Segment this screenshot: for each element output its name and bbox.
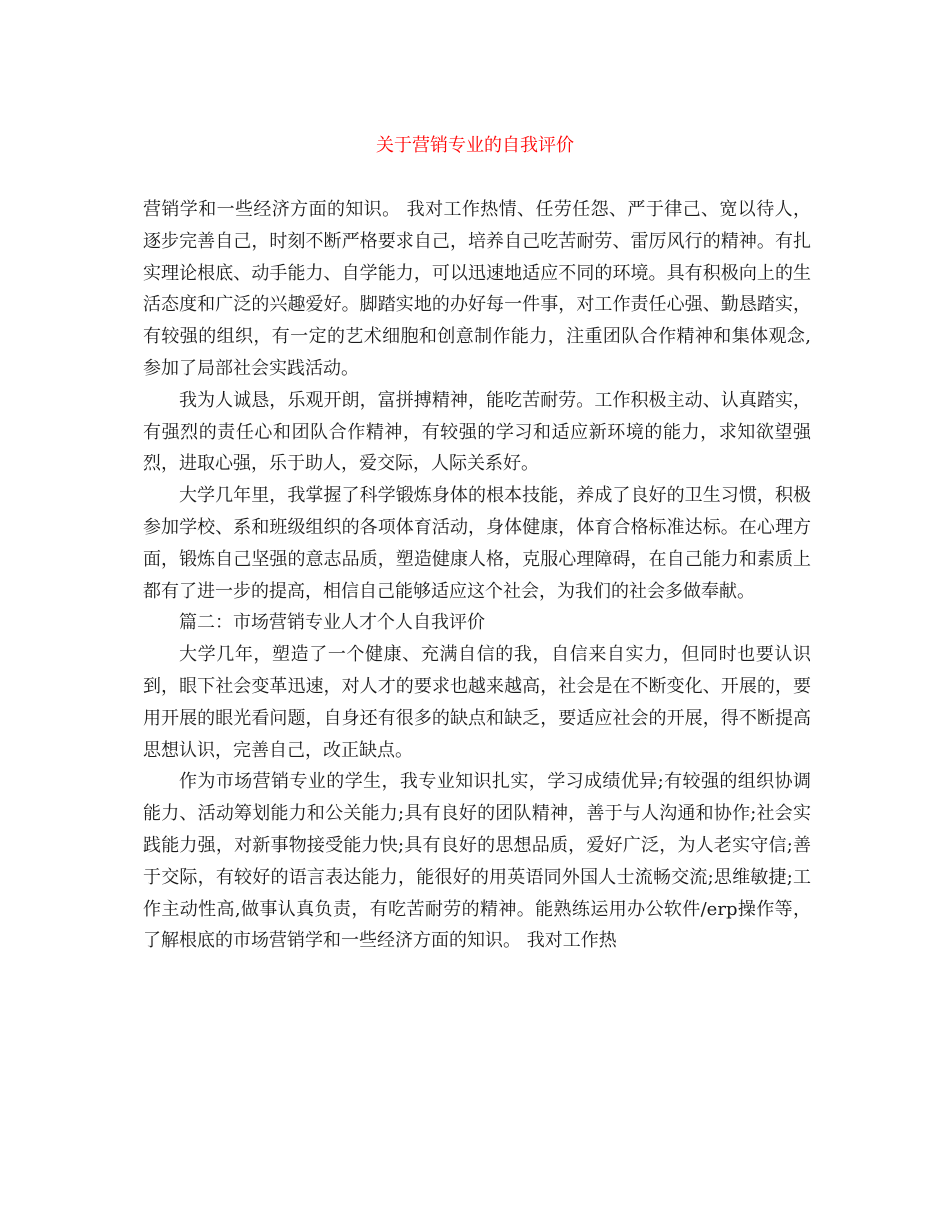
paragraph-2: 我为人诚恳，乐观开朗，富拼搏精神，能吃苦耐劳。工作积极主动、认真踏实，有强烈的责任心和团队合作精神，有较强的学习和适应新环境的能力，求知欲望强烈，进取心强，乐于助人，爱交际，人际关系好。	[143, 389, 811, 475]
paragraph-4: 大学几年，塑造了一个健康、充满自信的我，自信来自实力，但同时也要认识到，眼下社会变革迅速，对人才的要求也越来越高，社会是在不断变化、开展的，要用开展的眼光看问题，自身还有很多的缺点和缺乏，要适应社会的开展，得不断提高思想认识，完善自己，改正缺点。	[143, 644, 811, 761]
paragraph-5: 作为市场营销专业的学生，我专业知识扎实，学习成绩优异;有较强的组织协调能力、活动筹划能力和公关能力;具有良好的团队精神，善于与人沟通和协作;社会实践能力强，对新事物接受能力快;具有良好的思想品质，爱好广泛，为人老实守信;善于交际，有较好的语言表达能力，能很好的用英语同外国人士流畅交流;思维敏捷;工作主动性高,做事认真负责，有吃苦耐劳的精神。能熟练运用办公软件/erp操作等，了解根底的市场营销学和一些经济方面的知识。 我对工作热	[143, 771, 811, 952]
section-heading: 篇二：市场营销专业人才个人自我评价	[179, 612, 485, 634]
document-title: 关于营销专业的自我评价	[376, 135, 574, 156]
paragraph-1: 营销学和一些经济方面的知识。 我对工作热情、任劳任怨、严于律己、宽以待人，逐步完善自己，时刻不断严格要求自己，培养自己吃苦耐劳、雷厉风行的精神。有扎实理论根底、动手能力、自学能力，可以迅速地适应不同的环境。具有积极向上的生活态度和广泛的兴趣爱好。脚踏实地的办好每一件事，对工作责任心强、勤恳踏实，有较强的组织，有一定的艺术细胞和创意制作能力，注重团队合作精神和集体观念,参加了局部社会实践活动。	[143, 199, 811, 379]
document-body	[143, 194, 811, 957]
paragraph-3: 大学几年里，我掌握了科学锻炼身体的根本技能，养成了良好的卫生习惯，积极参加学校、系和班级组织的各项体育活动，身体健康，体育合格标准达标。在心理方面，锻炼自己坚强的意志品质，塑造健康人格，克服心理障碍，在自己能力和素质上都有了进一步的提高，相信自己能够适应这个社会，为我们的社会多做奉献。	[143, 485, 811, 602]
